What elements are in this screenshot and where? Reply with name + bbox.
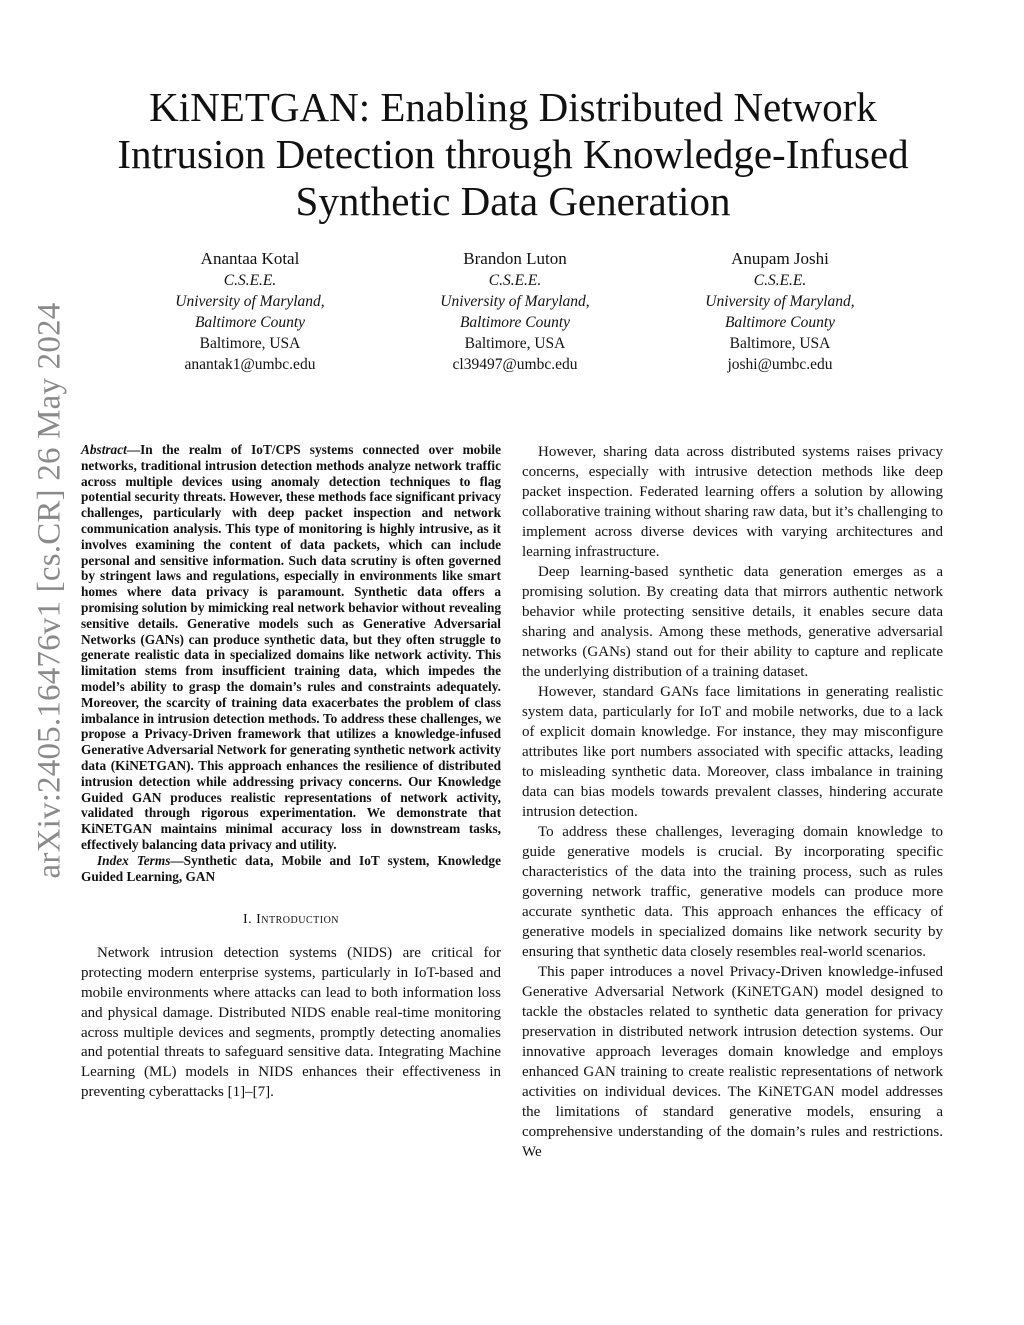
section-title: Introduction — [256, 912, 340, 928]
arxiv-identifier: arXiv:2405.16476v1 [cs.CR] 26 May 2024 — [31, 302, 68, 878]
body-paragraph: However, sharing data across distributed systems raises privacy concerns, especially with intrusive detection methods like deep packet inspection. Federated learning offers a solution by allowing collaborative training without sharing raw data, but it’s challenging to implement across diverse devices with varying architectures and learning infrastructure. — [522, 444, 943, 560]
author-county: Baltimore County — [194, 314, 306, 331]
author-department: C.S.E.E. — [488, 272, 542, 289]
author-county: Baltimore County — [459, 314, 571, 331]
abstract-text: —In the realm of IoT/CPS systems connected over mobile networks, traditional intrusion detection methods analyze network traffic across multiple devices using anomaly detection techniques to flag potential security threats. However, these methods face significant privacy challenges, particularly with deep packet inspection and network communication analysis. This type of monitoring is highly intrusive, as it involves examining the content of data packets, which can include personal and sensitive information. Such data scrutiny is often governed by stringent laws and regulations, especially in environments like smart homes where data privacy is paramount. Synthetic data offers a promising solution by mimicking real network behavior without revealing sensitive details. Generative models such as Generative Adversarial Networks (GANs) can produce synthetic data, but they often struggle to generate realistic data in specialized domains like network activity. This limitation stems from insufficient training data, which impedes the model’s ability to grasp the domain’s rules and constraints adequately. Moreover, the scarcity of training data exacerbates the problem of class imbalance in intrusion detection methods. To address these challenges, we propose a Privacy-Driven framework that utilizes a knowledge-infused Generative Adversarial Network for generating synthetic network activity data (KiNETGAN). This approach enhances the resilience of distributed intrusion detection while addressing privacy concerns. Our Knowledge Guided GAN produces realistic representations of network activity, validated through rigorous experimentation. We demonstrate that KiNETGAN maintains minimal accuracy loss in downstream tasks, effectively balancing data privacy and utility. — [81, 442, 501, 852]
title-line-2: Intrusion Detection through Knowledge-Infused — [117, 131, 909, 177]
author-name: Anantaa Kotal — [200, 249, 300, 268]
author-department: C.S.E.E. — [223, 272, 277, 289]
author-1 — [120, 248, 380, 375]
author-3 — [650, 248, 910, 375]
right-column — [522, 442, 943, 1162]
author-university: University of Maryland, — [440, 293, 590, 310]
body-paragraph: Deep learning-based synthetic data generation emerges as a promising solution. By creating data that mirrors authentic network behavior while protecting sensitive details, it enables secure data sharing and analysis. Among these methods, generative adversarial networks (GANs) stand out for their ability to capture and replicate the underlying distribution of a training dataset. — [522, 564, 943, 680]
author-2 — [385, 248, 645, 375]
body-paragraph: To address these challenges, leveraging domain knowledge to guide generative models is crucial. By incorporating specific characteristics of the data into the training process, such as rules governing network traffic, generative models can produce more accurate synthetic data. This approach enhances the efficacy of generative models in specialized domains like network security by ensuring that synthetic data closely resembles real-world scenarios. — [522, 824, 943, 960]
author-block — [120, 248, 910, 375]
author-name: Anupam Joshi — [731, 249, 829, 268]
section-heading-introduction — [81, 910, 501, 930]
title-line-3: Synthetic Data Generation — [295, 178, 731, 224]
author-city: Baltimore, USA — [729, 335, 831, 352]
title-line-1: KiNETGAN: Enabling Distributed Network — [149, 84, 877, 130]
abstract-label: Abstract — [81, 442, 127, 457]
left-column — [81, 442, 501, 1103]
author-city: Baltimore, USA — [199, 335, 301, 352]
author-city: Baltimore, USA — [464, 335, 566, 352]
author-name: Brandon Luton — [463, 249, 567, 268]
author-department: C.S.E.E. — [753, 272, 807, 289]
index-terms — [81, 853, 501, 885]
abstract — [81, 442, 501, 853]
paper-title — [110, 84, 916, 225]
body-paragraph: This paper introduces a novel Privacy-Driven knowledge-infused Generative Adversarial Network (KiNETGAN) model designed to tackle the obstacles related to synthetic data generation for privacy preservation in distributed network intrusion detection systems. Our innovative approach leverages domain knowledge and employs enhanced GAN training to create realistic representations of network activities on individual devices. The KiNETGAN model addresses the limitations of standard generative models, ensuring a comprehensive understanding of the domain’s rules and restrictions. We — [522, 964, 943, 1160]
arxiv-sidebar-stamp — [28, 210, 72, 970]
author-county: Baltimore County — [724, 314, 836, 331]
author-university: University of Maryland, — [175, 293, 325, 310]
author-email: anantak1@umbc.edu — [184, 356, 316, 373]
index-terms-label: Index Terms — [97, 852, 171, 868]
intro-paragraph: Network intrusion detection systems (NIDS) are critical for protecting modern enterprise systems, particularly in IoT-based and mobile environments where attacks can lead to both information loss and physical damage. Distributed NIDS enable real-time monitoring across multiple devices and segments, promptly detecting anomalies and potential threats to safeguard sensitive data. Integrating Machine Learning (ML) models in NIDS enhances their effectiveness in preventing cyberattacks [1]–[7]. — [81, 945, 501, 1100]
author-university: University of Maryland, — [705, 293, 855, 310]
section-number: I. — [242, 912, 257, 928]
author-email: joshi@umbc.edu — [727, 356, 833, 373]
author-email: cl39497@umbc.edu — [452, 356, 578, 373]
body-paragraph: However, standard GANs face limitations in generating realistic system data, particularly for IoT and mobile networks, due to a lack of explicit domain knowledge. For instance, they may misconfigure attributes like port numbers associated with specific attacks, leading to misleading synthetic data. Moreover, class imbalance in training data can bias models towards prevalent classes, hindering accurate intrusion detection. — [522, 684, 943, 820]
index-terms-text: —Synthetic data, Mobile and IoT system, Knowledge Guided Learning, GAN — [81, 852, 501, 884]
